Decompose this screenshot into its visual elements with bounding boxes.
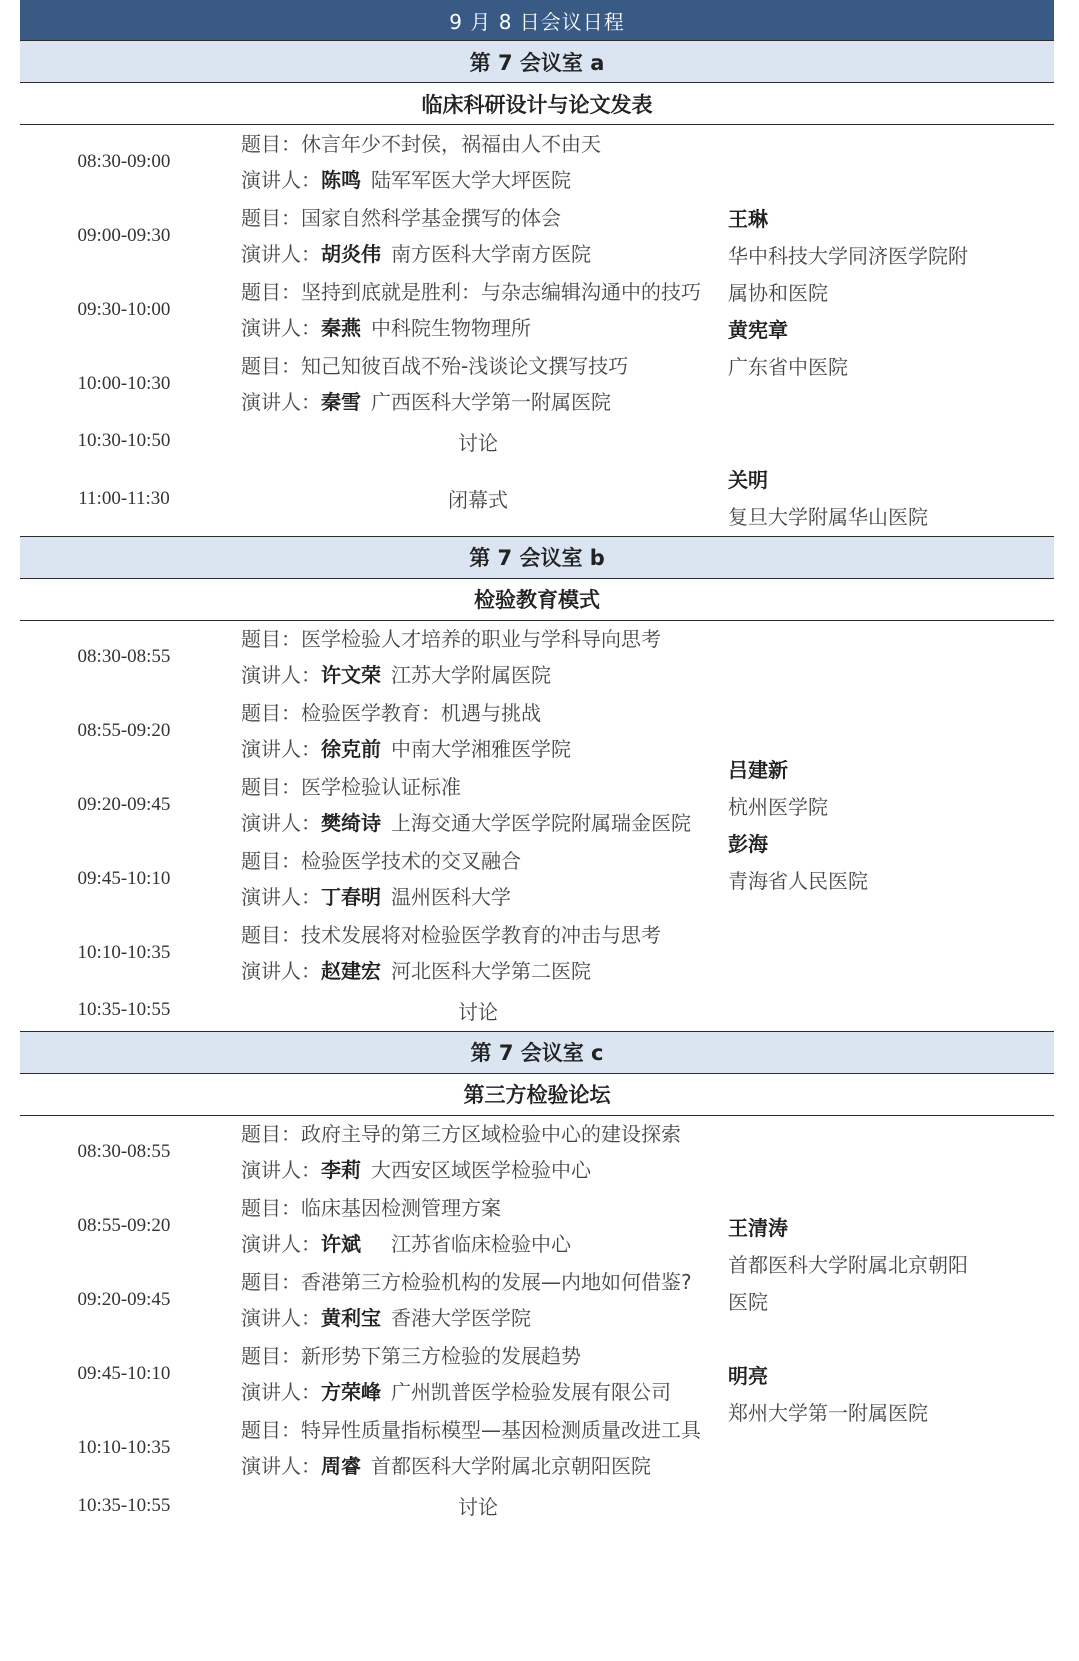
speaker-name: 陈鸣 xyxy=(321,167,361,192)
host-org: 青海省人民医院 xyxy=(728,868,868,893)
speaker-org: 大西安区域医学检验中心 xyxy=(371,1158,591,1183)
talk-title: 政府主导的第三方区域检验中心的建设探索 xyxy=(301,1122,681,1147)
speaker-label: 演讲人： xyxy=(241,885,321,909)
talk-title: 检验医学技术的交叉融合 xyxy=(301,849,521,873)
session-time: 10:10-10:35 xyxy=(77,1437,171,1458)
room-c-topic-row xyxy=(20,1073,1054,1115)
speaker-org: 广州凯普医学检验发展有限公司 xyxy=(391,1380,671,1404)
room-c-hosts xyxy=(728,1115,1054,1526)
session-talk xyxy=(228,768,728,842)
room-a-name: 第 7 会议室 a xyxy=(20,41,1054,83)
session-time: 10:35-10:55 xyxy=(77,999,171,1021)
room-a-topic-row xyxy=(20,83,1054,125)
title-label: 题目： xyxy=(241,1344,301,1368)
speaker-org: 南方医科大学南方医院 xyxy=(391,241,591,266)
session-time: 08:30-09:00 xyxy=(77,150,171,172)
session-talk xyxy=(228,1411,728,1485)
host-org: 郑州大学第一附属医院 xyxy=(728,1400,928,1425)
room-a-hosts xyxy=(728,125,1054,462)
host-org: 医院 xyxy=(728,1289,768,1314)
talk-title: 临床基因检测管理方案 xyxy=(301,1196,501,1220)
host-org: 华中科技大学同济医学院附 xyxy=(728,243,968,268)
speaker-name: 赵建宏 xyxy=(321,959,381,983)
host-org: 杭州医学院 xyxy=(728,794,828,819)
speaker-name: 周睿 xyxy=(321,1454,361,1478)
speaker-org: 上海交通大学医学院附属瑞金医院 xyxy=(391,811,691,835)
host-org: 首都医科大学附属北京朝阳 xyxy=(728,1252,968,1277)
speaker-label: 演讲人： xyxy=(241,389,321,414)
session-talk xyxy=(228,1337,728,1411)
title-label: 题目： xyxy=(241,701,301,725)
session-talk xyxy=(228,347,728,421)
session-time: 09:45-10:10 xyxy=(77,868,171,889)
host-name: 关明 xyxy=(728,467,768,492)
room-b-header xyxy=(20,536,1054,578)
room-c-name: 第 7 会议室 c xyxy=(20,1031,1054,1073)
title-label: 题目： xyxy=(241,353,301,378)
room-c-topic: 第三方检验论坛 xyxy=(20,1073,1054,1115)
title-label: 题目： xyxy=(241,279,301,304)
talk-title: 新形势下第三方检验的发展趋势 xyxy=(301,1344,581,1368)
talk-title: 检验医学教育：机遇与挑战 xyxy=(301,701,541,725)
talk-title: 医学检验认证标准 xyxy=(301,775,461,799)
talk-title: 香港第三方检验机构的发展—内地如何借鉴? xyxy=(301,1270,692,1294)
title-label: 题目： xyxy=(241,205,301,230)
speaker-name: 徐克前 xyxy=(321,737,381,761)
speaker-name: 方荣峰 xyxy=(321,1380,381,1404)
title-label: 题目： xyxy=(241,775,301,799)
speaker-org: 广西医科大学第一附属医院 xyxy=(371,389,611,414)
speaker-name: 李莉 xyxy=(321,1158,361,1183)
speaker-org: 江苏大学附属医院 xyxy=(391,663,551,688)
speaker-label: 演讲人： xyxy=(241,811,321,835)
host-org: 属协和医院 xyxy=(728,280,828,305)
speaker-label: 演讲人： xyxy=(241,959,321,983)
speaker-org: 温州医科大学 xyxy=(391,885,511,909)
session-time: 10:10-10:35 xyxy=(77,942,171,963)
talk-title: 医学检验人才培养的职业与学科导向思考 xyxy=(301,627,661,652)
speaker-org: 中科院生物物理所 xyxy=(371,315,531,340)
speaker-name: 樊绮诗 xyxy=(321,811,381,835)
closing-row xyxy=(20,462,1054,537)
session-time: 09:30-10:00 xyxy=(77,298,171,320)
speaker-org: 中南大学湘雅医学院 xyxy=(391,737,571,761)
session-time: 11:00-11:30 xyxy=(78,487,170,509)
title-label: 题目： xyxy=(241,1196,301,1220)
session-time: 10:30-10:50 xyxy=(77,430,171,451)
closing-label: 闭幕式 xyxy=(448,488,508,512)
title-label: 题目： xyxy=(241,1122,301,1147)
speaker-label: 演讲人： xyxy=(241,737,321,761)
session-talk xyxy=(228,694,728,768)
speaker-name: 黄利宝 xyxy=(321,1306,381,1330)
session-time: 09:20-09:45 xyxy=(77,1289,171,1310)
title-label: 题目： xyxy=(241,131,301,156)
speaker-label: 演讲人： xyxy=(241,1306,321,1330)
room-a-header xyxy=(20,41,1054,83)
host-name: 明亮 xyxy=(728,1363,768,1388)
session-talk xyxy=(228,273,728,347)
room-c-header xyxy=(20,1031,1054,1073)
title-label: 题目： xyxy=(241,1270,301,1294)
session-talk xyxy=(228,125,728,199)
discussion-label: 讨论 xyxy=(458,999,498,1024)
session-talk xyxy=(228,1263,728,1337)
host-name: 黄宪章 xyxy=(728,317,788,342)
session-talk xyxy=(228,199,728,273)
host-spacer xyxy=(728,1321,1054,1358)
speaker-org: 江苏省临床检验中心 xyxy=(391,1232,571,1256)
host-name: 彭海 xyxy=(728,831,768,856)
session-time: 10:35-10:55 xyxy=(77,1494,171,1516)
speaker-name: 许文荣 xyxy=(321,663,381,688)
session-time: 10:00-10:30 xyxy=(77,372,171,394)
session-row xyxy=(20,620,1054,694)
session-talk xyxy=(228,916,728,990)
talk-title: 坚持到底就是胜利：与杂志编辑沟通中的技巧 xyxy=(301,279,701,304)
speaker-label: 演讲人： xyxy=(241,315,321,340)
host-name: 王琳 xyxy=(728,206,768,231)
session-time: 09:00-09:30 xyxy=(77,224,171,246)
session-talk xyxy=(228,620,728,694)
day-header xyxy=(20,0,1054,41)
title-label: 题目： xyxy=(241,1418,301,1442)
talk-title: 技术发展将对检验医学教育的冲击与思考 xyxy=(301,923,661,947)
speaker-org: 首都医科大学附属北京朝阳医院 xyxy=(371,1454,651,1478)
title-label: 题目： xyxy=(241,627,301,652)
session-talk xyxy=(228,842,728,916)
speaker-label: 演讲人： xyxy=(241,1232,321,1256)
session-row xyxy=(20,125,1054,199)
speaker-name: 秦燕 xyxy=(321,315,361,340)
host-name: 吕建新 xyxy=(728,757,788,782)
session-time: 09:20-09:45 xyxy=(77,794,171,815)
title-label: 题目： xyxy=(241,923,301,947)
room-b-name: 第 7 会议室 b xyxy=(20,536,1054,578)
speaker-label: 演讲人： xyxy=(241,167,321,192)
speaker-org: 香港大学医学院 xyxy=(391,1306,531,1330)
day-title: 9 月 8 日会议日程 xyxy=(20,0,1054,41)
speaker-name: 许斌 xyxy=(321,1232,361,1256)
session-time: 08:55-09:20 xyxy=(77,1215,171,1236)
session-time: 08:30-08:55 xyxy=(77,646,171,668)
speaker-label: 演讲人： xyxy=(241,663,321,688)
talk-title: 知己知彼百战不殆-浅谈论文撰写技巧 xyxy=(301,353,629,378)
talk-title: 休言年少不封侯，祸福由人不由天 xyxy=(301,131,601,156)
discussion-label: 讨论 xyxy=(458,430,498,455)
talk-title: 特异性质量指标模型—基因检测质量改进工具 xyxy=(301,1418,701,1442)
session-row xyxy=(20,1115,1054,1189)
schedule-table xyxy=(20,0,1054,1526)
room-b-topic-row xyxy=(20,578,1054,620)
closing-host xyxy=(728,462,1054,537)
speaker-name: 秦雪 xyxy=(321,389,361,414)
talk-title: 国家自然科学基金撰写的体会 xyxy=(301,205,561,230)
host-org: 复旦大学附属华山医院 xyxy=(728,504,928,529)
speaker-name: 胡炎伟 xyxy=(321,241,381,266)
session-time: 08:55-09:20 xyxy=(77,720,171,741)
session-talk xyxy=(228,1189,728,1263)
room-b-topic: 检验教育模式 xyxy=(20,578,1054,620)
title-label: 题目： xyxy=(241,849,301,873)
room-a-topic: 临床科研设计与论文发表 xyxy=(20,83,1054,125)
room-b-hosts xyxy=(728,620,1054,1031)
speaker-name: 丁春明 xyxy=(321,885,381,909)
host-name: 王清涛 xyxy=(728,1215,788,1240)
session-talk xyxy=(228,1115,728,1189)
speaker-label: 演讲人： xyxy=(241,241,321,266)
speaker-label: 演讲人： xyxy=(241,1454,321,1478)
speaker-label: 演讲人： xyxy=(241,1380,321,1404)
session-time: 08:30-08:55 xyxy=(77,1141,171,1163)
speaker-org: 河北医科大学第二医院 xyxy=(391,959,591,983)
speaker-org: 陆军军医大学大坪医院 xyxy=(371,167,571,192)
host-org: 广东省中医院 xyxy=(728,354,848,379)
speaker-label: 演讲人： xyxy=(241,1158,321,1183)
discussion-label: 讨论 xyxy=(458,1495,498,1519)
session-time: 09:45-10:10 xyxy=(77,1363,171,1384)
